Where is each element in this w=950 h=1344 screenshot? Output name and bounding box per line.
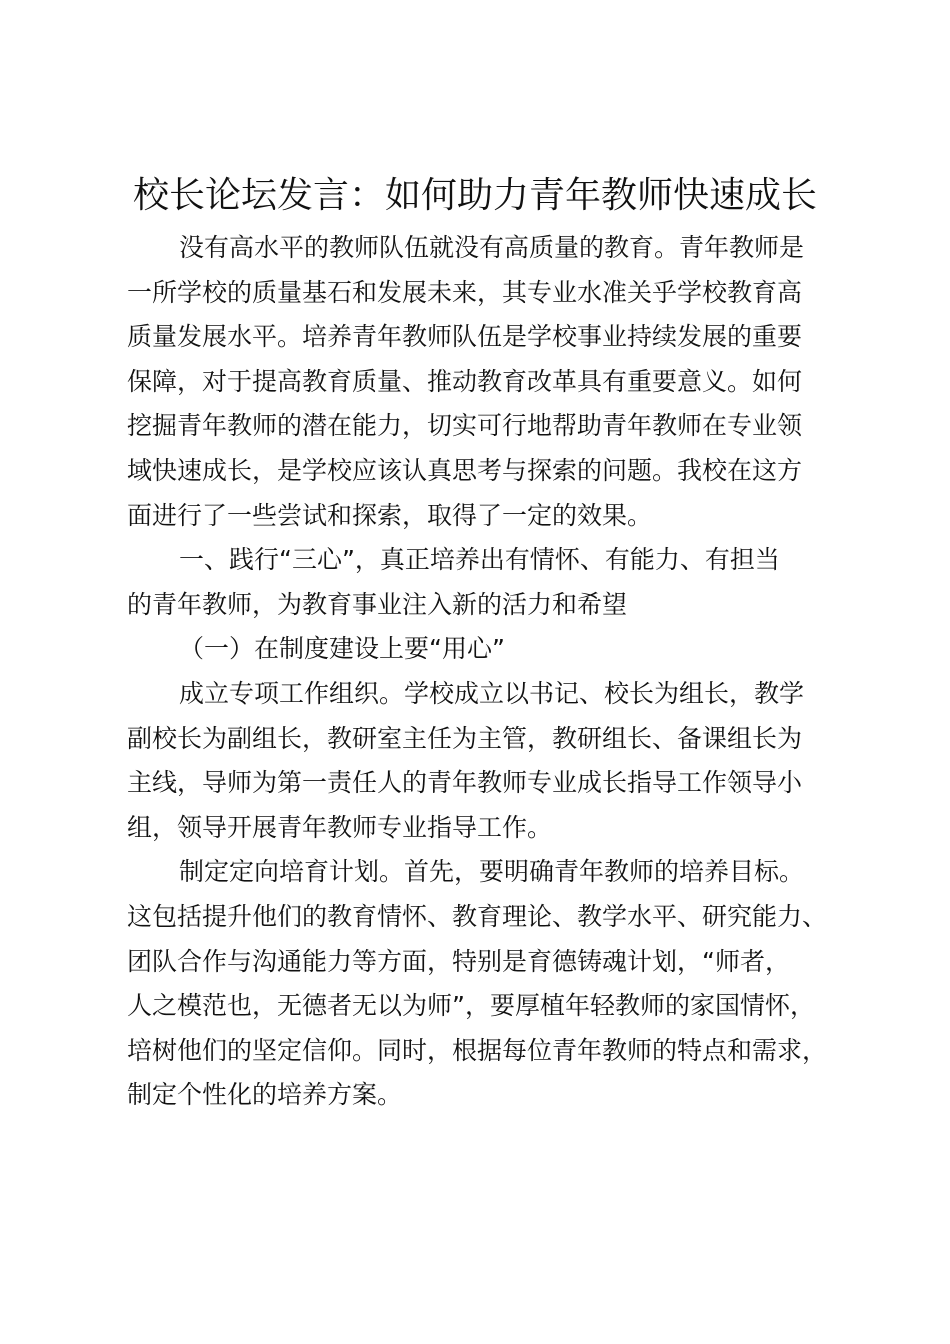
text-line: 没有高水平的教师队伍就没有高质量的教育。青年教师是 [179,233,805,262]
text-line: 保障，对于提高教育质量、推动教育改革具有重要意义。如何 [127,366,803,396]
text-line: 一所学校的质量基石和发展未来，其专业水准关乎学校教育高 [127,277,803,307]
text-line: 主线，导师为第一责任人的青年教师专业成长指导工作领导小 [127,768,803,798]
text-line: 人之模范也，无德者无以为师”，要厚植年轻教师的家国情怀， [127,991,815,1021]
text-line: 副校长为副组长，教研室主任为主管，教研组长、备课组长为 [127,723,803,753]
text-line: 组，领导开展青年教师专业指导工作。 [127,812,553,842]
text-line: 团队合作与沟通能力等方面，特别是育德铸魂计划，“师者， [127,946,790,976]
text-line: 面进行了一些尝试和探索，取得了一定的效果。 [127,500,653,530]
text-line: 制定个性化的培养方案。 [127,1080,403,1110]
text-line: 这包括提升他们的教育情怀、教育理论、教学水平、研究能力、 [127,901,828,931]
text-line: 一、践行“三心”，真正培养出有情怀、有能力、有担当 [179,545,780,575]
document-body [127,226,833,1118]
text-line: 域快速成长，是学校应该认真思考与探索的问题。我校在这方 [127,455,803,485]
text-line: 培树他们的坚定信仰。同时，根据每位青年教师的特点和需求， [127,1035,828,1065]
text-line: 质量发展水平。培养青年教师队伍是学校事业持续发展的重要 [127,322,803,352]
text-line: 成立专项工作组织。学校成立以书记、校长为组长，教学 [179,678,805,708]
document-title: 校长论坛发言：如何助力青年教师快速成长 [132,175,817,216]
text-line: 挖掘青年教师的潜在能力，切实可行地帮助青年教师在专业领 [127,411,803,441]
text-line: 制定定向培育计划。首先，要明确青年教师的培养目标。 [179,857,805,887]
text-line: 的青年教师，为教育事业注入新的活力和希望 [127,589,628,619]
text-line: （一）在制度建设上要“用心” [179,634,505,664]
